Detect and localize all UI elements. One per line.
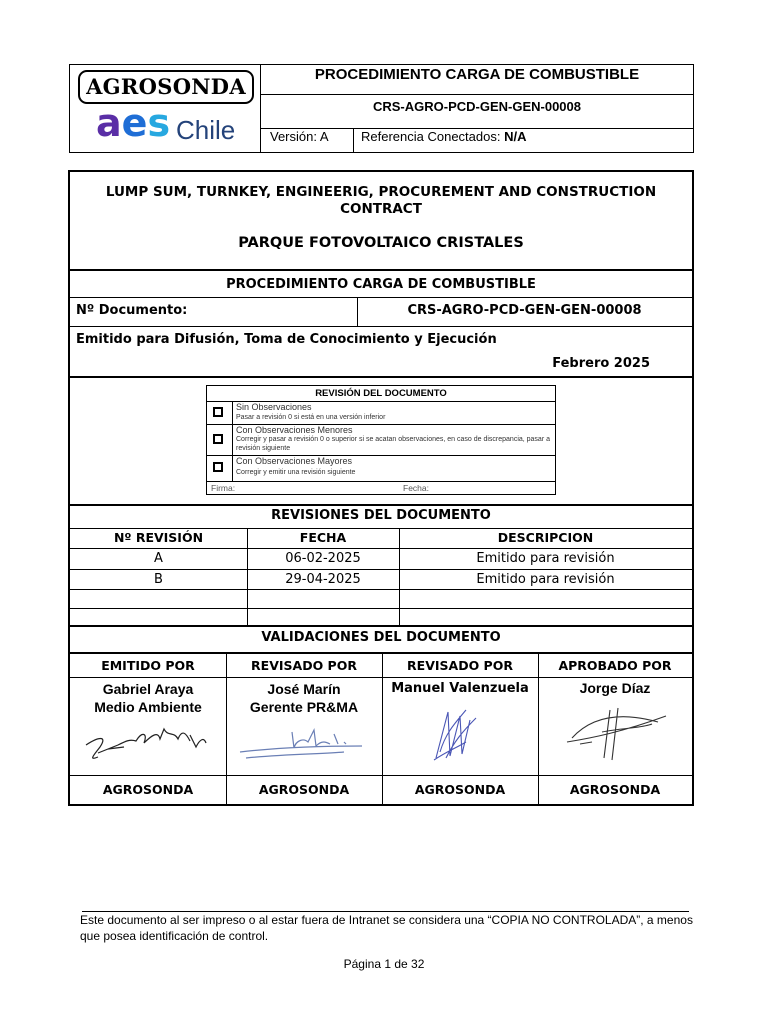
- aes-chile-logo: [96, 101, 246, 145]
- signature-jose-marin: [234, 712, 374, 772]
- signature-jorge-diaz: [562, 702, 672, 764]
- review-stamp: [206, 385, 556, 495]
- validation-role: EMITIDO POR: [101, 658, 195, 673]
- validator-company: AGROSONDA: [258, 782, 350, 797]
- agrosonda-logo: AGROSONDA: [78, 70, 254, 104]
- validator-position: Gerente PR&MA: [249, 699, 359, 715]
- company-logos: [70, 65, 261, 152]
- table-row: Emitido para revisión: [476, 551, 615, 566]
- signature-gabriel-araya: [78, 717, 218, 772]
- doc-number-value: CRS-AGRO-PCD-GEN-GEN-00008: [407, 303, 642, 318]
- review-option-2[interactable]: [207, 424, 555, 456]
- stamp-date-label: Fecha:: [403, 483, 429, 493]
- validator-company: AGROSONDA: [414, 782, 506, 797]
- review-option-1[interactable]: [207, 401, 555, 425]
- checkbox-icon[interactable]: [213, 462, 223, 472]
- header-version-row: [261, 128, 693, 152]
- revisions-header-date: FECHA: [299, 530, 347, 545]
- validator-2: [226, 680, 382, 716]
- revisions-title: REVISIONES DEL DOCUMENTO: [271, 508, 491, 523]
- validator-name: Gabriel Araya: [102, 681, 194, 697]
- header-reference: [354, 128, 527, 146]
- header-title: PROCEDIMIENTO CARGA DE COMBUSTIBLE: [261, 65, 693, 95]
- review-option-label: Con Observaciones Menores: [236, 425, 353, 435]
- project-name: PARQUE FOTOVOLTAICO CRISTALES: [238, 235, 524, 251]
- signature-manuel-valenzuela: [426, 702, 496, 764]
- page-number: Página 1 de 32: [343, 957, 425, 971]
- footer-notice: Este documento al ser impreso o al estar fuera de Intranet se considera una “COPIA NO CONTROLADA”, a menos que posea identificación de control.: [80, 913, 693, 943]
- signature-label: Firma:: [211, 483, 236, 493]
- validation-role: APROBADO POR: [558, 658, 672, 673]
- validator-company: AGROSONDA: [102, 782, 194, 797]
- revisions-header-number: Nº REVISIÓN: [113, 530, 204, 545]
- document-header: [69, 64, 694, 153]
- validator-position: Medio Ambiente: [94, 699, 202, 715]
- doc-number-label: Nº Documento:: [76, 303, 188, 318]
- validator-3-name: Manuel Valenzuela: [391, 681, 529, 696]
- header-code: CRS-AGRO-PCD-GEN-GEN-00008: [261, 93, 693, 129]
- table-row: A: [154, 551, 163, 566]
- review-stamp-title: REVISIÓN DEL DOCUMENTO: [207, 386, 555, 402]
- validator-name: José Marín: [267, 681, 341, 697]
- review-option-note: Corregir y emitir una revisión siguiente: [236, 469, 356, 476]
- revisions-header-description: DESCRIPCION: [497, 530, 594, 545]
- issue-date: Febrero 2025: [552, 356, 650, 371]
- validator-4-name: Jorge Díaz: [579, 680, 651, 696]
- table-row: Emitido para revisión: [476, 572, 615, 587]
- aes-logo-word: aes: [96, 101, 171, 145]
- validator-1: [70, 680, 226, 716]
- table-row: 29-04-2025: [285, 572, 361, 587]
- contract-line: LUMP SUM, TURNKEY, ENGINEERIG, PROCUREMENT AND CONSTRUCTION CONTRACT: [105, 184, 657, 217]
- cover-sheet: [68, 170, 694, 806]
- review-option-3[interactable]: [207, 455, 555, 482]
- checkbox-icon[interactable]: [213, 434, 223, 444]
- reference-label: Referencia Conectados:: [361, 129, 501, 144]
- validation-role: REVISADO POR: [251, 658, 357, 673]
- reference-value: N/A: [504, 129, 527, 144]
- header-version: Versión: A: [261, 128, 354, 152]
- validator-company: AGROSONDA: [569, 782, 661, 797]
- review-option-note: Pasar a revisión 0 si está en una versión inferior: [236, 414, 386, 421]
- table-row: 06-02-2025: [285, 551, 361, 566]
- validation-role: REVISADO POR: [407, 658, 513, 673]
- procedure-name: PROCEDIMIENTO CARGA DE COMBUSTIBLE: [226, 277, 536, 292]
- review-option-label: Sin Observaciones: [236, 402, 312, 412]
- review-option-note: Corregir y pasar a revisión 0 o superior si se acatan observaciones, en caso de discrepancia, pasar a revisión siguiente: [236, 436, 550, 452]
- validations-title: VALIDACIONES DEL DOCUMENTO: [261, 630, 501, 645]
- table-row: B: [154, 572, 163, 587]
- review-option-label: Con Observaciones Mayores: [236, 456, 353, 466]
- review-stamp-footer: [207, 481, 555, 495]
- issued-for: Emitido para Difusión, Toma de Conocimiento y Ejecución: [76, 332, 497, 347]
- checkbox-icon[interactable]: [213, 407, 223, 417]
- chile-logo-word: Chile: [176, 115, 236, 145]
